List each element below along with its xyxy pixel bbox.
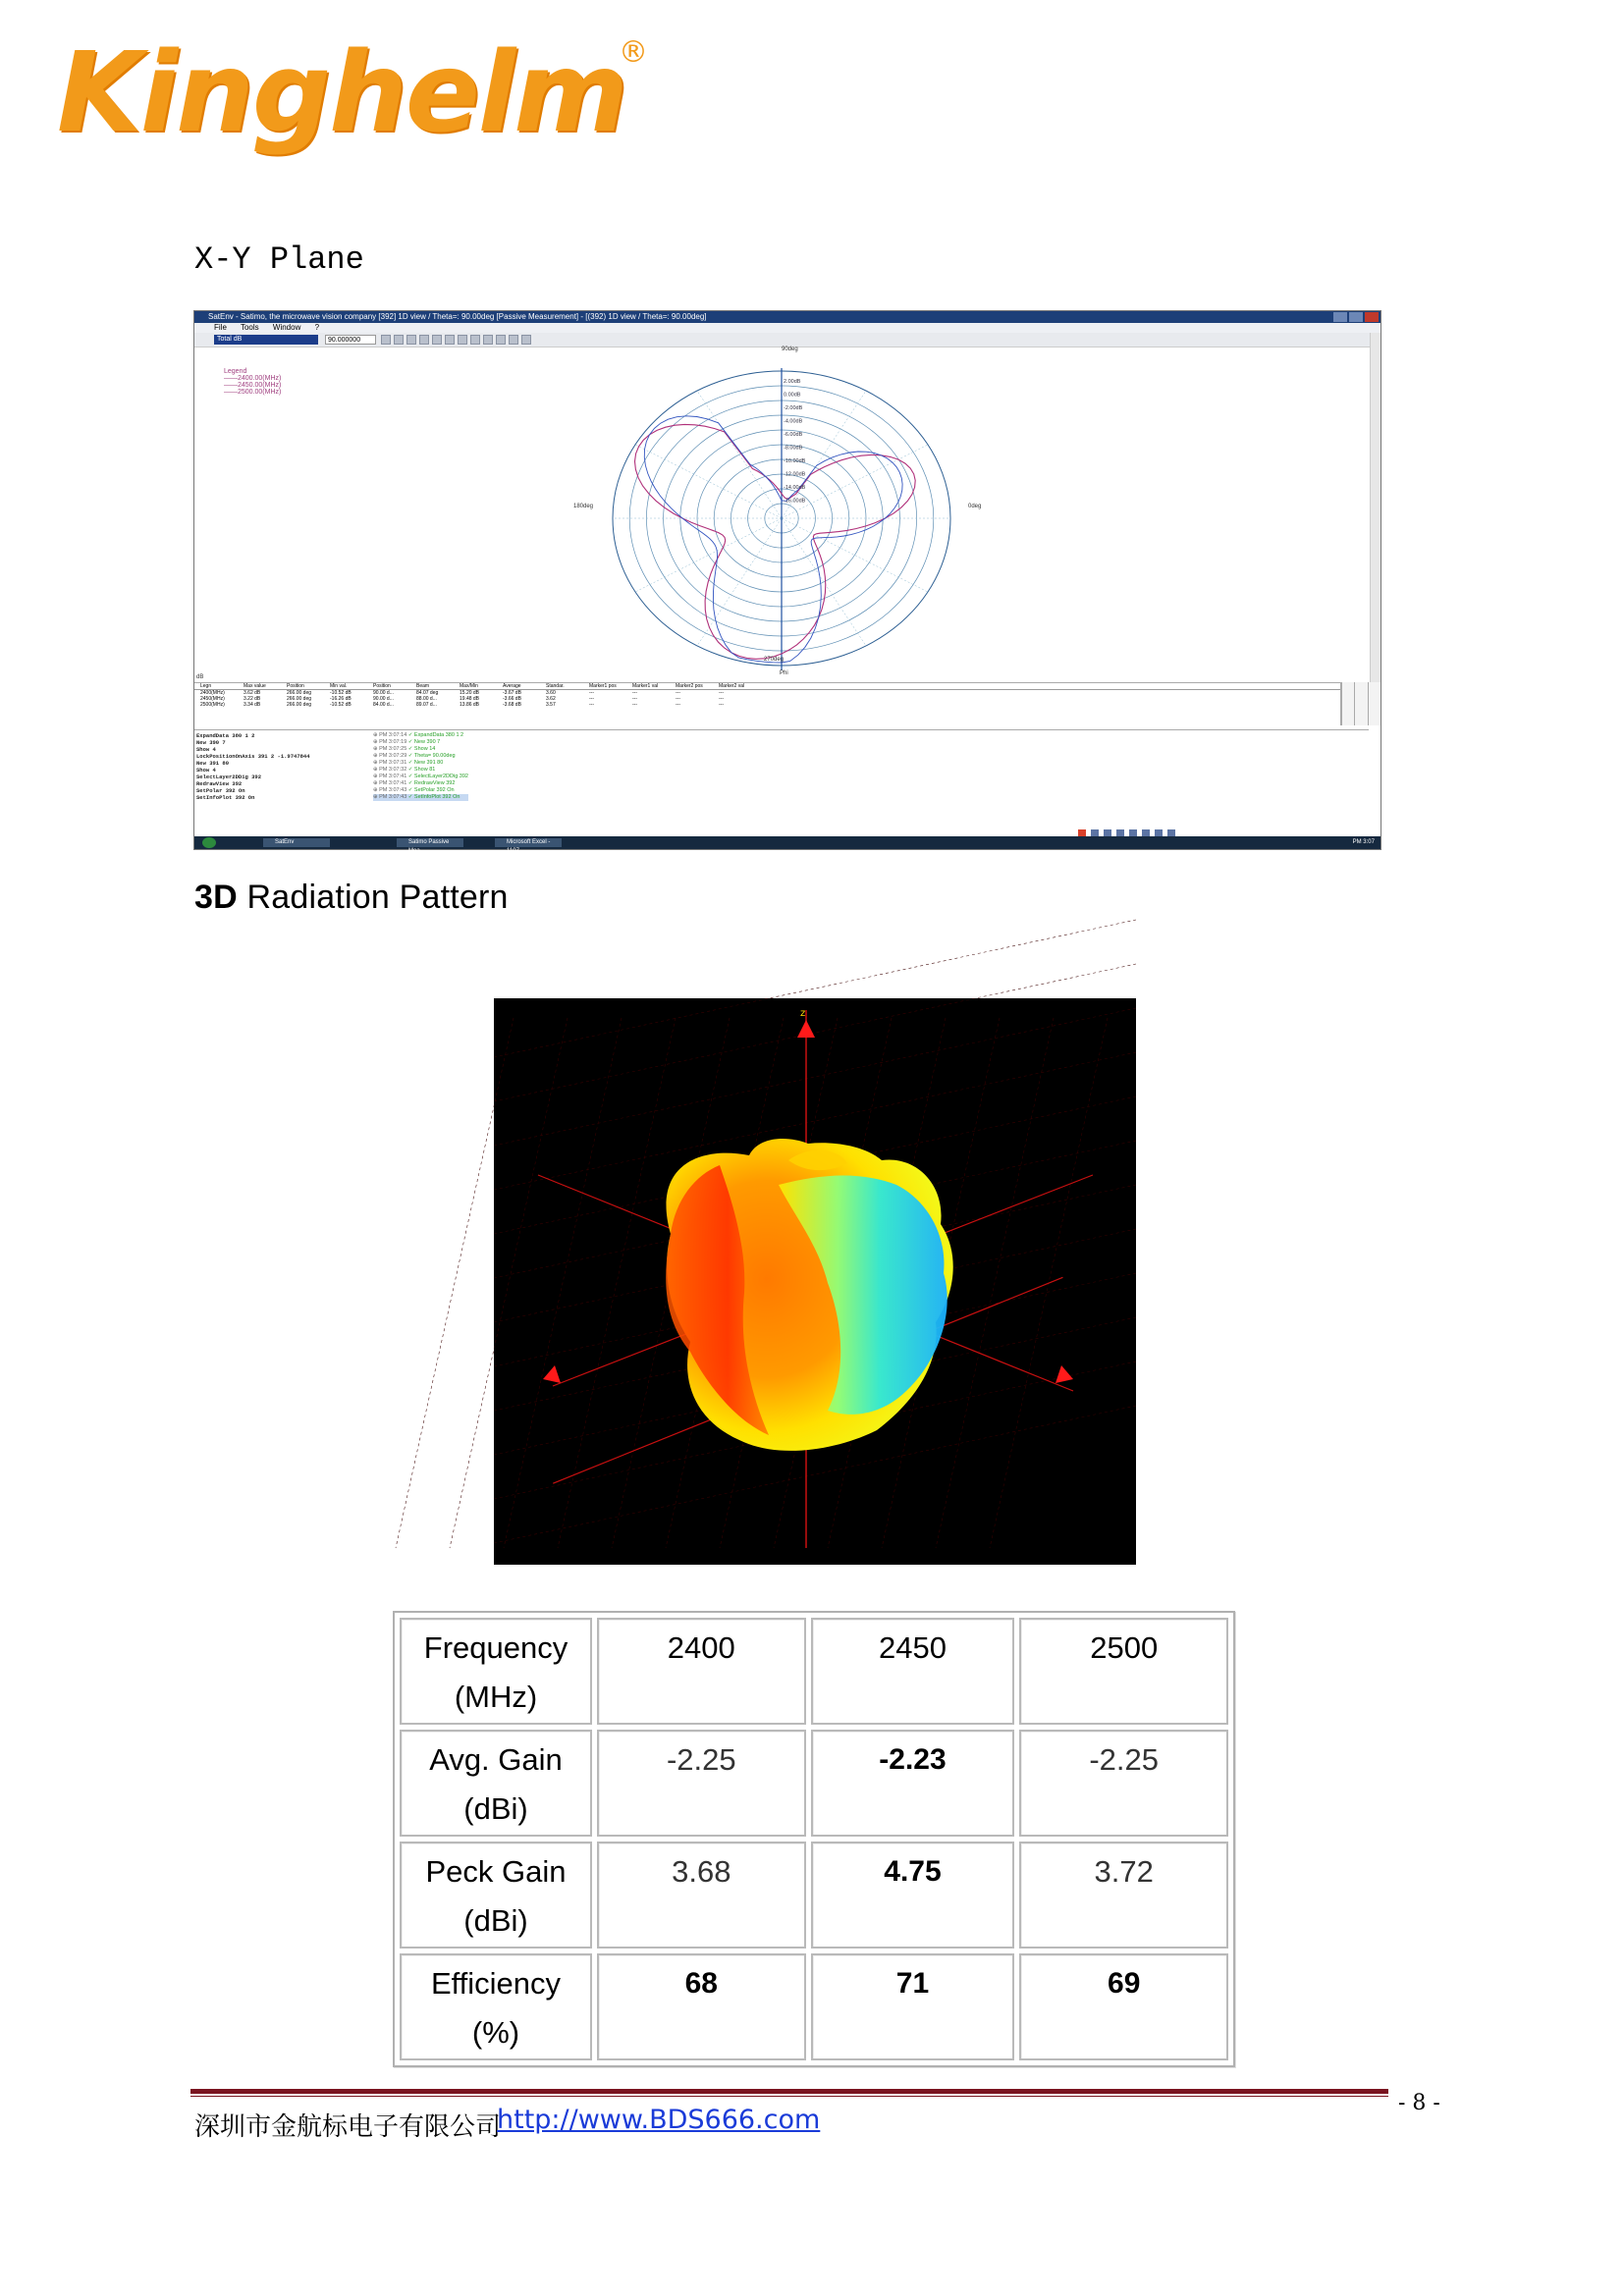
toolbar-tool-icon[interactable] bbox=[394, 335, 404, 345]
command-item: Show 4 bbox=[196, 746, 216, 753]
footer-rule-thin bbox=[190, 2096, 1388, 2097]
toolbar-tool-icon[interactable] bbox=[509, 335, 518, 345]
command-item: RedrawView 392 bbox=[196, 780, 243, 787]
log-item[interactable]: ⊕ PM 3:07:41 ✓ SelectLayer2DDig 392 bbox=[373, 774, 468, 779]
svg-text:z: z bbox=[800, 1008, 806, 1019]
taskbar-clock: PM 3:07 bbox=[1352, 839, 1375, 845]
angle-label-180: 180deg bbox=[573, 504, 594, 509]
theta-value-field[interactable]: 90.000000 bbox=[325, 335, 376, 345]
table-header-cell: Marker1 val bbox=[632, 683, 659, 689]
toolbar-tool-icon[interactable] bbox=[470, 335, 480, 345]
antenna-spec-table bbox=[393, 1611, 1235, 2067]
ring-label: 0.00dB bbox=[784, 392, 801, 399]
table-cell: 4.75 bbox=[811, 1842, 1015, 1949]
table-cell: 69 bbox=[1019, 1953, 1228, 2060]
table-header-cell: Standar. bbox=[546, 683, 565, 689]
menu-window[interactable]: Window bbox=[272, 323, 301, 332]
menu-tools[interactable]: Tools bbox=[240, 323, 259, 332]
table-cell: 68 bbox=[597, 1953, 806, 2060]
measurement-table bbox=[194, 682, 1369, 726]
command-item: LockPositionOnAxis 391 2 -1.9747844 bbox=[196, 753, 310, 760]
table-header-cell: Average bbox=[503, 683, 521, 689]
log-item[interactable]: ⊕ PM 3:07:43 ✓ SetPolar 392 On bbox=[373, 787, 455, 793]
app-toolbar bbox=[194, 333, 1380, 347]
registered-mark: ® bbox=[619, 35, 648, 70]
measurement-table-header bbox=[194, 683, 1369, 690]
table-header-cell: Marker2 pos bbox=[676, 683, 703, 689]
toolbar-tool-icon[interactable] bbox=[445, 335, 455, 345]
plot-scrollbar[interactable] bbox=[1370, 333, 1380, 686]
side-tab[interactable] bbox=[1368, 682, 1380, 725]
table-header-cell: Min val. bbox=[330, 683, 348, 689]
toolbar-tool-icon[interactable] bbox=[496, 335, 506, 345]
ring-label: -6.00dB bbox=[784, 432, 803, 438]
table-cell: -2.25 bbox=[597, 1730, 806, 1837]
toolbar-tool-icon[interactable] bbox=[458, 335, 467, 345]
row-label: Avg. Gain (dBi) bbox=[400, 1730, 592, 1837]
log-item[interactable]: ⊕ PM 3:07:41 ✓ RedrawView 392 bbox=[373, 780, 456, 786]
log-item[interactable]: ⊕ PM 3:07:31 ✓ New 391 80 bbox=[373, 760, 444, 766]
close-icon[interactable] bbox=[1365, 312, 1379, 322]
radiation-pattern-heading: 3D Radiation Pattern bbox=[194, 879, 509, 916]
legend-title: Legend bbox=[224, 368, 247, 375]
table-row bbox=[400, 1730, 1228, 1837]
kinghelm-logo: Kinghelm bbox=[57, 29, 626, 157]
command-item: SetInfoPlot 392 On bbox=[196, 794, 255, 801]
toolbar-tool-icon[interactable] bbox=[406, 335, 416, 345]
toolbar-tool-icon[interactable] bbox=[419, 335, 429, 345]
table-cell: 2400 bbox=[597, 1618, 806, 1725]
log-item[interactable]: ⊕ PM 3:07:43 ✓ SetInfoPlot 392 On bbox=[373, 794, 468, 801]
table-row bbox=[400, 1842, 1228, 1949]
xy-plane-title: X-Y Plane bbox=[194, 241, 364, 278]
side-tab[interactable] bbox=[1354, 682, 1367, 725]
table-row bbox=[400, 1953, 1228, 2060]
taskbar-item-satimo[interactable]: Satimo Passive Mea... bbox=[397, 838, 463, 847]
table-cell: -2.23 bbox=[811, 1730, 1015, 1837]
app-title-bar bbox=[194, 311, 1380, 323]
row-label: Frequency (MHz) bbox=[400, 1618, 592, 1725]
angle-label-0: 0deg bbox=[968, 504, 982, 509]
side-tab[interactable] bbox=[1341, 682, 1354, 725]
table-header-cell: Marker1 pos bbox=[589, 683, 617, 689]
ring-label: -12.00dB bbox=[784, 471, 806, 478]
log-item[interactable]: ⊕ PM 3:07:32 ✓ Show 81 bbox=[373, 767, 436, 773]
company-website-link[interactable]: http://www.BDS666.com bbox=[497, 2105, 821, 2135]
command-item: New 391 80 bbox=[196, 760, 230, 767]
legend-item: ——2500.00(MHz) bbox=[224, 389, 282, 396]
table-header-cell: Beam bbox=[416, 683, 430, 689]
table-header-cell: Legn bbox=[200, 683, 212, 689]
ring-label: -10.00dB bbox=[784, 458, 806, 464]
table-row[interactable]: 2400(MHz) 3.62 dB 266.00 deg -10.52 dB 90.00 d... 84.07 deg 15.20 dB -3.67 dB 3.60 --- --- --- --- bbox=[200, 690, 724, 696]
table-row[interactable]: 2500(MHz) 3.34 dB 266.00 deg -10.52 dB 84.00 d... 89.07 d... 13.86 dB -3.68 dB 3.57 --- --- --- --- bbox=[200, 702, 724, 708]
side-tabs bbox=[1340, 682, 1380, 725]
log-item[interactable]: ⊕ PM 3:07:25 ✓ Show 14 bbox=[373, 746, 436, 752]
legend-item: ——2450.00(MHz) bbox=[224, 382, 282, 389]
row-label: Efficiency (%) bbox=[400, 1953, 592, 2060]
table-cell: 2450 bbox=[811, 1618, 1015, 1725]
company-name: 深圳市金航标电子有限公司 bbox=[194, 2112, 502, 2142]
table-cell: 71 bbox=[811, 1953, 1015, 2060]
table-cell: 3.68 bbox=[597, 1842, 806, 1949]
table-header-cell: Marker2 val bbox=[719, 683, 745, 689]
table-header-cell: Position bbox=[373, 683, 391, 689]
toolbar-tool-icon[interactable] bbox=[381, 335, 391, 345]
start-button-icon[interactable] bbox=[202, 837, 216, 848]
command-item: New 390 7 bbox=[196, 739, 226, 746]
command-list bbox=[196, 732, 310, 801]
footer-rule bbox=[190, 2089, 1388, 2094]
phi-axis-caption: Phi bbox=[780, 670, 788, 676]
command-log-panel bbox=[194, 729, 1369, 830]
row-label: Peck Gain (dBi) bbox=[400, 1842, 592, 1949]
table-row bbox=[400, 1618, 1228, 1725]
command-item: SetPolar 392 On bbox=[196, 787, 245, 794]
page-number: - 8 - bbox=[1398, 2091, 1440, 2115]
taskbar-item-satenv[interactable]: SatEnv bbox=[263, 838, 330, 847]
ring-label: -2.00dB bbox=[784, 405, 803, 411]
table-header-cell: Position bbox=[287, 683, 304, 689]
satenv-screenshot bbox=[193, 310, 1381, 854]
radiation-pattern-3d-image bbox=[494, 998, 1136, 1565]
windows-taskbar bbox=[194, 836, 1380, 854]
table-cell: -2.25 bbox=[1019, 1730, 1228, 1837]
taskbar-item-excel[interactable]: Microsoft Excel - 1107 bbox=[495, 838, 562, 847]
minimize-icon[interactable] bbox=[1333, 312, 1347, 322]
angle-label-90: 90deg bbox=[782, 347, 798, 352]
component-select[interactable]: Total dB bbox=[214, 335, 318, 345]
ring-label: 2.00dB bbox=[784, 379, 801, 385]
menu-help[interactable]: ? bbox=[314, 323, 320, 332]
maximize-icon[interactable] bbox=[1349, 312, 1363, 322]
ring-label: -14.00dB bbox=[784, 485, 806, 491]
app-status-icons bbox=[1078, 829, 1175, 836]
command-item: SelectLayer2DDig 392 bbox=[196, 774, 262, 780]
angle-label-270: 270deg bbox=[764, 657, 785, 663]
table-cell: 3.72 bbox=[1019, 1842, 1228, 1949]
app-menu-bar bbox=[194, 323, 1380, 333]
toolbar-tool-icon[interactable] bbox=[483, 335, 493, 345]
log-list bbox=[373, 732, 468, 801]
toolbar-tool-icon[interactable] bbox=[521, 335, 531, 345]
table-cell: 2500 bbox=[1019, 1618, 1228, 1725]
command-item: ExpandData 380 1 2 bbox=[196, 732, 255, 739]
table-header-cell: Max value bbox=[244, 683, 266, 689]
log-item[interactable]: ⊕ PM 3:07:29 ✓ Theta= 90.00deg bbox=[373, 753, 456, 759]
app-window-title: SatEnv - Satimo, the microwave vision company [392] 1D view / Theta=: 90.00deg [Passive Measurement] - [(392) 1D view / Theta=: 90.00deg] bbox=[208, 312, 707, 321]
command-item: Show 4 bbox=[196, 767, 216, 774]
unit-caption: dB bbox=[196, 674, 204, 680]
table-row[interactable]: 2450(MHz) 3.22 dB 266.00 deg -16.26 dB 90.00 d... 88.00 d... 19.48 dB -3.66 dB 3.62 --- --- --- --- bbox=[200, 696, 724, 702]
table-header-cell: Max/Min bbox=[460, 683, 478, 689]
polar-plot bbox=[194, 347, 1369, 690]
menu-file[interactable]: File bbox=[214, 323, 227, 332]
ring-label: -16.00dB bbox=[784, 498, 806, 505]
legend-item: ——2400.00(MHz) bbox=[224, 375, 282, 382]
ring-label: -4.00dB bbox=[784, 418, 803, 425]
log-item[interactable]: ⊕ PM 3:07:19 ✓ New 390 7 bbox=[373, 739, 441, 745]
ring-label: -8.00dB bbox=[784, 445, 803, 452]
log-item[interactable]: ⊕ PM 3:07:14 ✓ ExpandData 380 1 2 bbox=[373, 732, 464, 738]
toolbar-tool-icon[interactable] bbox=[432, 335, 442, 345]
